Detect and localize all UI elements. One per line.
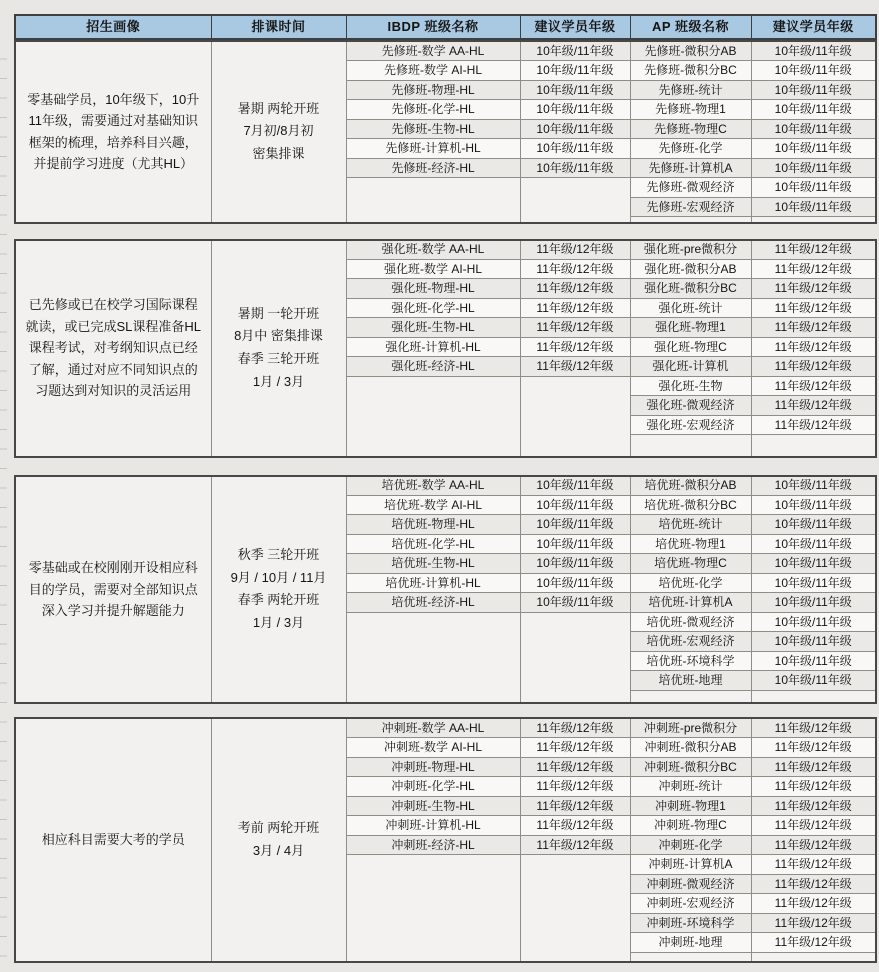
ap-empty-grade-cell	[751, 217, 876, 223]
ap-class-name-cell: 培优班-统计	[630, 515, 751, 535]
ap-grade-cell: 11年级/12年级	[751, 757, 876, 777]
ibdp-class-name-cell: 强化班-物理-HL	[346, 279, 520, 299]
ibdp-grade-cell: 11年级/12年级	[520, 777, 630, 797]
ap-grade-cell: 10年级/11年级	[751, 41, 876, 61]
ap-class-name-cell: 强化班-物理1	[630, 318, 751, 338]
schedule-line: 考前 两轮开班	[237, 820, 320, 836]
ap-grade-cell: 11年级/12年级	[751, 240, 876, 260]
ibdp-class-name-cell: 冲刺班-计算机-HL	[346, 816, 520, 836]
ibdp-grade-cell: 10年级/11年级	[520, 61, 630, 81]
schedule-line: 8月中 密集排课	[234, 328, 323, 344]
ibdp-empty-grade-cell	[520, 612, 630, 703]
ibdp-class-name-cell: 强化班-计算机-HL	[346, 337, 520, 357]
ibdp-grade-cell: 11年级/12年级	[520, 298, 630, 318]
ap-empty-cell	[630, 690, 751, 703]
schedule-line: 密集排课	[252, 146, 305, 162]
schedule-line: 7月初/8月初	[243, 123, 314, 139]
schedule-time-cell	[211, 240, 346, 457]
ap-grade-cell: 11年级/12年级	[751, 298, 876, 318]
course-group-2	[14, 239, 877, 458]
ap-empty-grade-cell	[751, 690, 876, 703]
course-group-3	[14, 475, 877, 705]
header-suggested-grade-ap: 建议学员年级	[751, 15, 876, 39]
ap-grade-cell: 11年级/12年级	[751, 337, 876, 357]
ap-grade-cell: 10年级/11年级	[751, 476, 876, 496]
ap-class-name-cell: 冲刺班-物理1	[630, 796, 751, 816]
ap-grade-cell: 10年级/11年级	[751, 554, 876, 574]
ap-grade-cell: 11年级/12年级	[751, 376, 876, 396]
ap-class-name-cell: 冲刺班-宏观经济	[630, 894, 751, 914]
ap-grade-cell: 10年级/11年级	[751, 612, 876, 632]
ap-class-name-cell: 先修班-宏观经济	[630, 197, 751, 217]
table-row	[15, 240, 876, 260]
enrollment-profile-cell: 相应科目需要大考的学员	[15, 718, 211, 962]
enrollment-profile-cell: 零基础或在校刚刚开设相应科目的学员，需要对全部知识点深入学习并提升解题能力	[15, 476, 211, 704]
ibdp-empty-cell	[346, 376, 520, 457]
ap-class-name-cell: 培优班-地理	[630, 671, 751, 691]
ibdp-empty-cell	[346, 612, 520, 703]
ibdp-class-name-cell: 冲刺班-数学 AI-HL	[346, 738, 520, 758]
ibdp-grade-cell: 11年级/12年级	[520, 757, 630, 777]
header-enrollment-profile: 招生画像	[15, 15, 211, 39]
ap-grade-cell: 11年级/12年级	[751, 855, 876, 875]
ap-class-name-cell: 先修班-微积分AB	[630, 41, 751, 61]
ibdp-class-name-cell: 强化班-数学 AI-HL	[346, 259, 520, 279]
schedule-time-cell	[211, 41, 346, 223]
ap-class-name-cell: 培优班-化学	[630, 573, 751, 593]
ap-class-name-cell: 强化班-生物	[630, 376, 751, 396]
table-row	[15, 41, 876, 61]
ibdp-grade-cell: 11年级/12年级	[520, 835, 630, 855]
schedule-line: 1月 / 3月	[252, 615, 305, 630]
ap-class-name-cell: 强化班-物理C	[630, 337, 751, 357]
ap-class-name-cell: 冲刺班-地理	[630, 933, 751, 953]
ap-class-name-cell: 先修班-化学	[630, 139, 751, 159]
ibdp-empty-cell	[346, 855, 520, 963]
ap-class-name-cell: 冲刺班-统计	[630, 777, 751, 797]
header-ibdp-class-name: IBDP 班级名称	[346, 15, 520, 39]
table-row	[15, 476, 876, 496]
ibdp-grade-cell: 11年级/12年级	[520, 357, 630, 377]
ap-class-name-cell: 先修班-物理1	[630, 100, 751, 120]
ap-empty-cell	[630, 435, 751, 457]
course-groups	[14, 40, 875, 963]
ibdp-class-name-cell: 强化班-生物-HL	[346, 318, 520, 338]
ibdp-empty-cell	[346, 178, 520, 223]
schedule-line: 春季 三轮开班	[237, 351, 320, 366]
ap-class-name-cell: 冲刺班-化学	[630, 835, 751, 855]
ibdp-class-name-cell: 培优班-物理-HL	[346, 515, 520, 535]
ibdp-class-name-cell: 冲刺班-生物-HL	[346, 796, 520, 816]
ap-grade-cell: 11年级/12年级	[751, 279, 876, 299]
ap-class-name-cell: 强化班-微观经济	[630, 396, 751, 416]
ap-grade-cell: 11年级/12年级	[751, 874, 876, 894]
ibdp-class-name-cell: 强化班-经济-HL	[346, 357, 520, 377]
ibdp-grade-cell: 10年级/11年级	[520, 119, 630, 139]
ap-grade-cell: 10年级/11年级	[751, 61, 876, 81]
ibdp-class-name-cell: 培优班-生物-HL	[346, 554, 520, 574]
ibdp-grade-cell: 11年级/12年级	[520, 259, 630, 279]
ap-grade-cell: 11年级/12年级	[751, 913, 876, 933]
ibdp-grade-cell: 11年级/12年级	[520, 718, 630, 738]
ap-grade-cell: 11年级/12年级	[751, 816, 876, 836]
ap-class-name-cell: 先修班-统计	[630, 80, 751, 100]
ap-class-name-cell: 冲刺班-环境科学	[630, 913, 751, 933]
ibdp-class-name-cell: 先修班-经济-HL	[346, 158, 520, 178]
course-group-4	[14, 717, 877, 963]
ibdp-class-name-cell: 培优班-计算机-HL	[346, 573, 520, 593]
ap-class-name-cell: 强化班-宏观经济	[630, 415, 751, 435]
ibdp-class-name-cell: 冲刺班-物理-HL	[346, 757, 520, 777]
ap-grade-cell: 10年级/11年级	[751, 139, 876, 159]
ibdp-grade-cell: 11年级/12年级	[520, 318, 630, 338]
ap-class-name-cell: 培优班-微积分BC	[630, 495, 751, 515]
ibdp-grade-cell: 10年级/11年级	[520, 80, 630, 100]
ibdp-grade-cell: 11年级/12年级	[520, 796, 630, 816]
ap-class-name-cell: 冲刺班-pre微积分	[630, 718, 751, 738]
ibdp-grade-cell: 10年级/11年级	[520, 573, 630, 593]
ap-grade-cell: 11年级/12年级	[751, 357, 876, 377]
ap-class-name-cell: 培优班-微观经济	[630, 612, 751, 632]
ap-grade-cell: 10年级/11年级	[751, 495, 876, 515]
ap-grade-cell: 11年级/12年级	[751, 796, 876, 816]
ap-class-name-cell: 强化班-微积分AB	[630, 259, 751, 279]
course-group-1	[14, 40, 877, 224]
ibdp-class-name-cell: 先修班-数学 AI-HL	[346, 61, 520, 81]
ibdp-grade-cell: 10年级/11年级	[520, 100, 630, 120]
ap-class-name-cell: 冲刺班-计算机A	[630, 855, 751, 875]
ap-class-name-cell: 培优班-计算机A	[630, 593, 751, 613]
ibdp-class-name-cell: 强化班-化学-HL	[346, 298, 520, 318]
schedule-time-cell	[211, 718, 346, 962]
ap-class-name-cell: 冲刺班-微观经济	[630, 874, 751, 894]
ap-grade-cell: 10年级/11年级	[751, 632, 876, 652]
ibdp-class-name-cell: 先修班-生物-HL	[346, 119, 520, 139]
ibdp-grade-cell: 11年级/12年级	[520, 337, 630, 357]
table-row	[15, 718, 876, 738]
ap-grade-cell: 10年级/11年级	[751, 119, 876, 139]
schedule-line: 9月 / 10月 / 11月	[230, 569, 327, 585]
ibdp-class-name-cell: 培优班-化学-HL	[346, 534, 520, 554]
ap-empty-grade-cell	[751, 952, 876, 962]
ap-empty-cell	[630, 217, 751, 223]
ap-class-name-cell: 强化班-pre微积分	[630, 240, 751, 260]
ap-grade-cell: 10年级/11年级	[751, 534, 876, 554]
ap-class-name-cell: 培优班-物理C	[630, 554, 751, 574]
enrollment-profile-cell: 已先修或已在校学习国际课程就读，或已完成SL课程准备HL课程考试，对考纲知识点已经了解，通过对应不同知识点的习题达到对知识的灵活运用	[15, 240, 211, 457]
ibdp-grade-cell: 10年级/11年级	[520, 534, 630, 554]
ap-class-name-cell: 先修班-微积分BC	[630, 61, 751, 81]
ap-grade-cell: 10年级/11年级	[751, 651, 876, 671]
ap-grade-cell: 11年级/12年级	[751, 318, 876, 338]
ibdp-empty-grade-cell	[520, 178, 630, 223]
ap-grade-cell: 10年级/11年级	[751, 671, 876, 691]
header-schedule-time: 排课时间	[211, 15, 346, 39]
schedule-time-cell	[211, 476, 346, 704]
schedule-line: 秋季 三轮开班	[237, 546, 320, 562]
ibdp-class-name-cell: 先修班-计算机-HL	[346, 139, 520, 159]
ap-grade-cell: 11年级/12年级	[751, 894, 876, 914]
ibdp-grade-cell: 10年级/11年级	[520, 476, 630, 496]
ap-empty-cell	[630, 952, 751, 962]
ap-grade-cell: 10年级/11年级	[751, 593, 876, 613]
enrollment-profile-cell: 零基础学员，10年级下，10升11年级，需要通过对基础知识框架的梳理，培养科目兴趣，并提前学习进度（尤其HL）	[15, 41, 211, 223]
ap-class-name-cell: 先修班-微观经济	[630, 178, 751, 198]
header-ap-class-name: AP 班级名称	[630, 15, 751, 39]
ap-grade-cell: 11年级/12年级	[751, 835, 876, 855]
ibdp-class-name-cell: 培优班-经济-HL	[346, 593, 520, 613]
ibdp-empty-grade-cell	[520, 855, 630, 963]
ibdp-class-name-cell: 冲刺班-经济-HL	[346, 835, 520, 855]
ap-grade-cell: 10年级/11年级	[751, 80, 876, 100]
ap-class-name-cell: 培优班-宏观经济	[630, 632, 751, 652]
ap-grade-cell: 10年级/11年级	[751, 100, 876, 120]
ibdp-class-name-cell: 先修班-化学-HL	[346, 100, 520, 120]
ap-class-name-cell: 培优班-微积分AB	[630, 476, 751, 496]
ibdp-class-name-cell: 冲刺班-化学-HL	[346, 777, 520, 797]
ap-class-name-cell: 培优班-物理1	[630, 534, 751, 554]
schedule-line: 1月 / 3月	[252, 373, 305, 389]
schedule-line: 暑期 两轮开班	[237, 100, 320, 116]
ap-grade-cell: 11年级/12年级	[751, 718, 876, 738]
ap-empty-grade-cell	[751, 435, 876, 457]
ibdp-empty-grade-cell	[520, 376, 630, 457]
ibdp-grade-cell: 11年级/12年级	[520, 240, 630, 260]
ap-grade-cell: 10年级/11年级	[751, 178, 876, 198]
ap-grade-cell: 11年级/12年级	[751, 259, 876, 279]
sheet-row-ticks	[0, 40, 7, 960]
ap-grade-cell: 10年级/11年级	[751, 573, 876, 593]
ap-class-name-cell: 先修班-物理C	[630, 119, 751, 139]
ap-class-name-cell: 强化班-统计	[630, 298, 751, 318]
ap-class-name-cell: 冲刺班-微积分AB	[630, 738, 751, 758]
ibdp-class-name-cell: 先修班-数学 AA-HL	[346, 41, 520, 61]
ibdp-grade-cell: 10年级/11年级	[520, 554, 630, 574]
ibdp-class-name-cell: 强化班-数学 AA-HL	[346, 240, 520, 260]
table-header-row	[14, 14, 877, 40]
ap-class-name-cell: 冲刺班-物理C	[630, 816, 751, 836]
ibdp-grade-cell: 10年级/11年级	[520, 495, 630, 515]
ap-grade-cell: 11年级/12年级	[751, 777, 876, 797]
ibdp-grade-cell: 10年级/11年级	[520, 593, 630, 613]
course-schedule-table	[14, 14, 875, 963]
ibdp-grade-cell: 11年级/12年级	[520, 279, 630, 299]
ibdp-grade-cell: 10年级/11年级	[520, 515, 630, 535]
ap-grade-cell: 11年级/12年级	[751, 933, 876, 953]
ap-grade-cell: 11年级/12年级	[751, 396, 876, 416]
ap-class-name-cell: 冲刺班-微积分BC	[630, 757, 751, 777]
ap-grade-cell: 10年级/11年级	[751, 515, 876, 535]
ibdp-grade-cell: 10年级/11年级	[520, 41, 630, 61]
ap-class-name-cell: 培优班-环境科学	[630, 651, 751, 671]
ap-class-name-cell: 先修班-计算机A	[630, 158, 751, 178]
ibdp-class-name-cell: 先修班-物理-HL	[346, 80, 520, 100]
schedule-line: 3月 / 4月	[252, 843, 305, 858]
ibdp-class-name-cell: 冲刺班-数学 AA-HL	[346, 718, 520, 738]
ibdp-grade-cell: 10年级/11年级	[520, 139, 630, 159]
ap-class-name-cell: 强化班-微积分BC	[630, 279, 751, 299]
ibdp-grade-cell: 11年级/12年级	[520, 816, 630, 836]
ibdp-grade-cell: 11年级/12年级	[520, 738, 630, 758]
ibdp-grade-cell: 10年级/11年级	[520, 158, 630, 178]
header-suggested-grade-ibdp: 建议学员年级	[520, 15, 630, 39]
ibdp-class-name-cell: 培优班-数学 AA-HL	[346, 476, 520, 496]
ibdp-class-name-cell: 培优班-数学 AI-HL	[346, 495, 520, 515]
ap-class-name-cell: 强化班-计算机	[630, 357, 751, 377]
ap-grade-cell: 11年级/12年级	[751, 415, 876, 435]
schedule-line: 春季 两轮开班	[237, 592, 320, 608]
ap-grade-cell: 11年级/12年级	[751, 738, 876, 758]
ap-grade-cell: 10年级/11年级	[751, 158, 876, 178]
schedule-line: 暑期 一轮开班	[237, 305, 320, 321]
ap-grade-cell: 10年级/11年级	[751, 197, 876, 217]
